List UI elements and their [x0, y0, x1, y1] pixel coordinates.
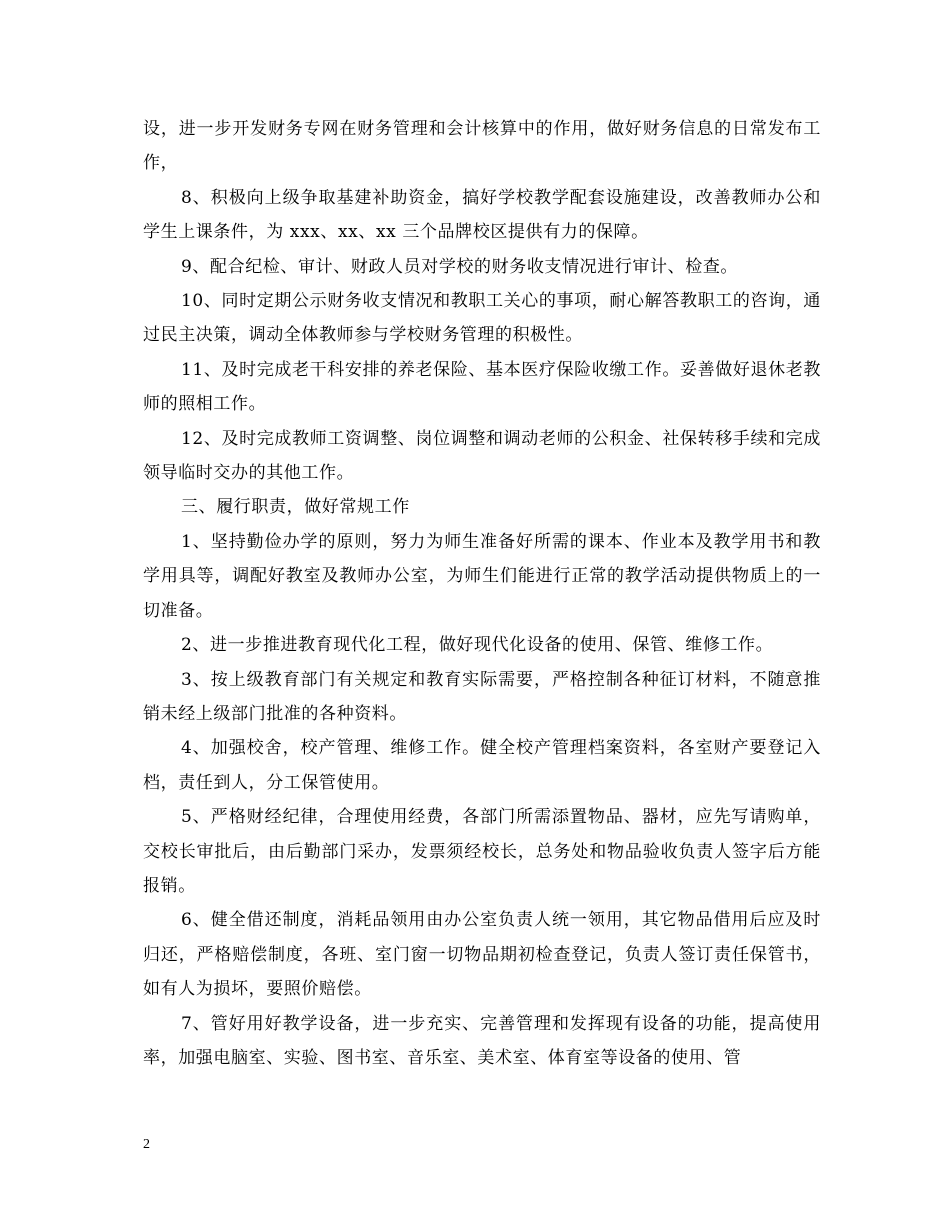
section-heading: 三、履行职责，做好常规工作: [181, 497, 410, 518]
paragraph-item-12: 12、及时完成教师工资调整、岗位调整和调动老师的公积金、社保转移手续和完成领导临时交办的其他工作。: [143, 428, 821, 484]
body-text: [143, 112, 821, 1075]
paragraph-item-10: 10、同时定期公示财务收支情况和教职工关心的事项，耐心解答教职工的咨询，通过民主决策，调动全体教师参与学校财务管理的积极性。: [143, 291, 821, 346]
paragraph-continued: 设，进一步开发财务专网在财务管理和会计核算中的作用，做好财务信息的日常发布工作，: [143, 119, 821, 174]
paragraph-duty-3: 3、按上级教育部门有关规定和教育实际需要，严格控制各种征订材料，不随意推销未经上级部门批准的各种资料。: [143, 669, 821, 724]
paragraph-duty-4: 4、加强校舍，校产管理、维修工作。健全校产管理档案资料，各室财产要登记入档，责任到人，分工保管使用。: [143, 738, 821, 793]
paragraph-duty-1: 1、坚持勤俭办学的原则，努力为师生准备好所需的课本、作业本及教学用书和教学用具等，调配好教室及教师办公室，为师生们能进行正常的教学活动提供物质上的一切准备。: [143, 531, 821, 621]
paragraph-item-11: 11、及时完成老干科安排的养老保险、基本医疗保险收缴工作。妥善做好退休老教师的照相工作。: [143, 359, 821, 415]
paragraph-item-9: 9、配合纪检、审计、财政人员对学校的财务收支情况进行审计、检查。: [181, 256, 739, 277]
paragraph-item-8: 8、积极向上级争取基建补助资金，搞好学校教学配套设施建设，改善教师办公和学生上课条件，为 xxx、xx、xx 三个品牌校区提供有力的保障。: [143, 187, 821, 243]
page-number: 2: [143, 1137, 150, 1152]
paragraph-duty-7: 7、管好用好教学设备，进一步充实、完善管理和发挥现有设备的功能，提高使用率，加强电脑室、实验、图书室、音乐室、美术室、体育室等设备的使用、管: [143, 1013, 821, 1068]
paragraph-duty-5: 5、严格财经纪律，合理使用经费，各部门所需添置物品、器材，应先写请购单，交校长审批后，由后勤部门采办，发票须经校长，总务处和物品验收负责人签字后方能报销。: [143, 807, 821, 896]
paragraph-duty-6: 6、健全借还制度，消耗品领用由办公室负责人统一领用，其它物品借用后应及时归还，严格赔偿制度，各班、室门窗一切物品期初检查登记，负责人签订责任保管书，如有人为损坏，要照价赔偿。: [143, 910, 821, 1000]
paragraph-duty-2: 2、进一步推进教育现代化工程，做好现代化设备的使用、保管、维修工作。: [181, 635, 774, 656]
